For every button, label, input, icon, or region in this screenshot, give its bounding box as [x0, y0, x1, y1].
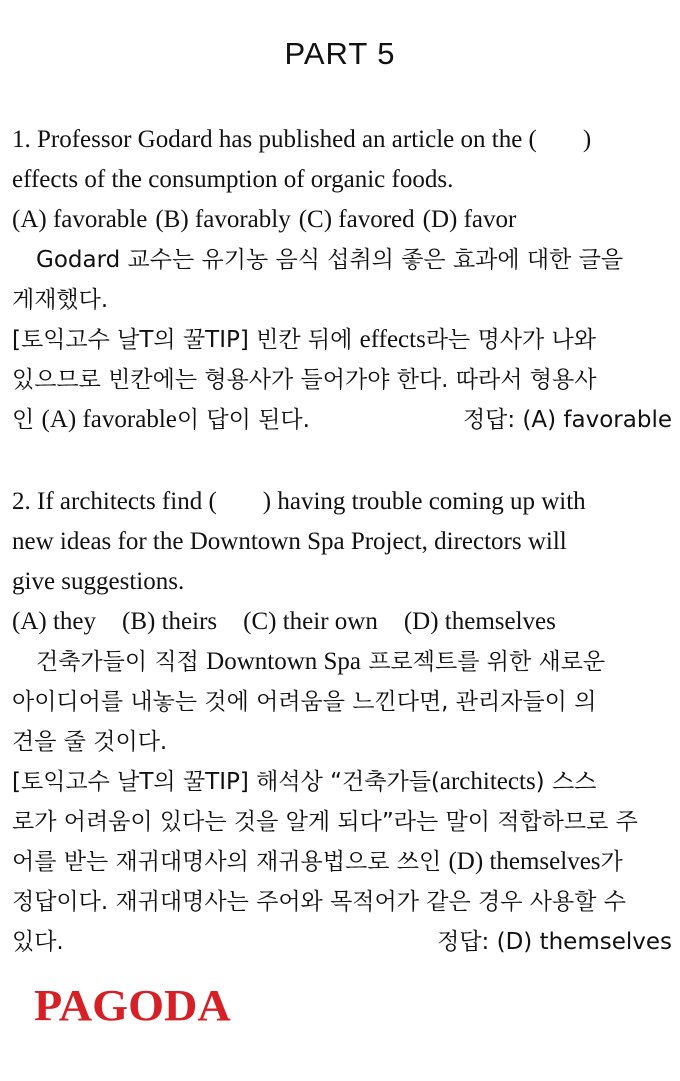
- q1-tip-1c: 라는 명사가 나와: [425, 327, 596, 353]
- q2-stem-line-3: give suggestions.: [12, 568, 185, 595]
- q1-tip-1b: effects: [359, 326, 426, 353]
- q2-translation-line-3: 견을 줄 것이다.: [12, 729, 168, 755]
- q1-tip-line-3: [12, 400, 672, 440]
- q2-translation-1b: Downtown Spa: [206, 648, 362, 675]
- q2-tip-3a: 어를 받는 재귀대명사의 재귀용법으로 쓰인: [12, 849, 449, 875]
- q2-answer: 정답: (D) themselves: [437, 929, 672, 955]
- q1-stem-line-2: effects of the consumption of organic foods.: [12, 166, 454, 193]
- q1-tip-line-2: 있으므로 빈칸에는 형용사가 들어가야 한다. 따라서 형용사: [12, 367, 597, 393]
- q1-translation-1: Godard 교수는 유기농 음식 섭취의 좋은 효과에 대한 글을: [36, 247, 624, 273]
- q1-option-c: (C) favored: [298, 206, 415, 233]
- q2-stem-line-2: new ideas for the Downtown Spa Project, directors will: [12, 528, 567, 555]
- question-2: [12, 482, 672, 962]
- q2-tip-line-5: [12, 922, 672, 962]
- q1-answer: 정답: (A) favorable: [462, 407, 672, 433]
- q2-tip-1b: architects: [439, 768, 536, 795]
- q2-tip-1c: ) 스스: [535, 769, 597, 795]
- q2-option-b: (B) theirs: [122, 608, 218, 635]
- q2-tip-line-4: 정답이다. 재귀대명사는 주어와 목적어가 같은 경우 사용할 수: [12, 889, 626, 915]
- q1-tip-3c: 이 답이 된다.: [176, 407, 310, 433]
- q2-tip-3c: 가: [600, 849, 623, 875]
- q2-tip-line-2: 로가 어려움이 있다는 것을 알게 되다”라는 말이 적합하므로 주: [12, 809, 638, 835]
- q1-option-b: (B) favorably: [155, 206, 291, 233]
- q2-tip-3b: (D) themselves: [448, 848, 601, 875]
- q2-translation-line-2: 아이디어를 내놓는 것에 어려움을 느낀다면, 관리자들이 의: [12, 689, 597, 715]
- q1-translation-line-2: 게재했다.: [12, 287, 109, 313]
- q2-stem-start: 2. If architects find (: [12, 488, 217, 515]
- q1-tip-3a: 인: [12, 407, 42, 433]
- q2-option-a: (A) they: [12, 608, 96, 635]
- q1-options: [12, 200, 672, 240]
- question-1: [12, 120, 672, 440]
- q2-tip-5: 있다.: [12, 929, 64, 955]
- q2-tip-1a: [토익고수 날T의 꿀TIP] 해석상 “건축가들(: [12, 769, 440, 795]
- q1-tip-line-1: [12, 320, 672, 360]
- q2-stem-line-1: [12, 482, 672, 522]
- q1-option-d: (D) favor: [422, 206, 517, 233]
- q2-translation-1a: 건축가들이 직접: [36, 649, 207, 675]
- q1-stem-start: 1. Professor Godard has published an article on the (: [12, 126, 537, 153]
- q1-tip-3: [12, 400, 310, 440]
- q1-stem-end: ): [582, 126, 592, 153]
- q2-options: [12, 602, 672, 642]
- q2-tip-line-3: [12, 842, 672, 882]
- pagoda-logo: PAGODA: [34, 981, 231, 1030]
- q2-translation-1c: 프로젝트를 위한 새로운: [361, 649, 606, 675]
- q1-tip-1a: [토익고수 날T의 꿀TIP] 빈칸 뒤에: [12, 327, 360, 353]
- q1-stem-line-1: [12, 120, 672, 160]
- q1-option-a: (A) favorable: [12, 206, 148, 233]
- q2-stem-end: ) having trouble coming up with: [262, 488, 586, 515]
- q2-tip-line-1: [12, 762, 672, 802]
- q2-option-c: (C) their own: [243, 608, 378, 635]
- q2-translation-line-1: [12, 642, 672, 682]
- q1-translation-line-1: [12, 240, 672, 280]
- page-title: PART 5: [284, 36, 396, 71]
- q1-tip-3b: (A) favorable: [41, 406, 177, 433]
- q2-option-d: (D) themselves: [403, 608, 556, 635]
